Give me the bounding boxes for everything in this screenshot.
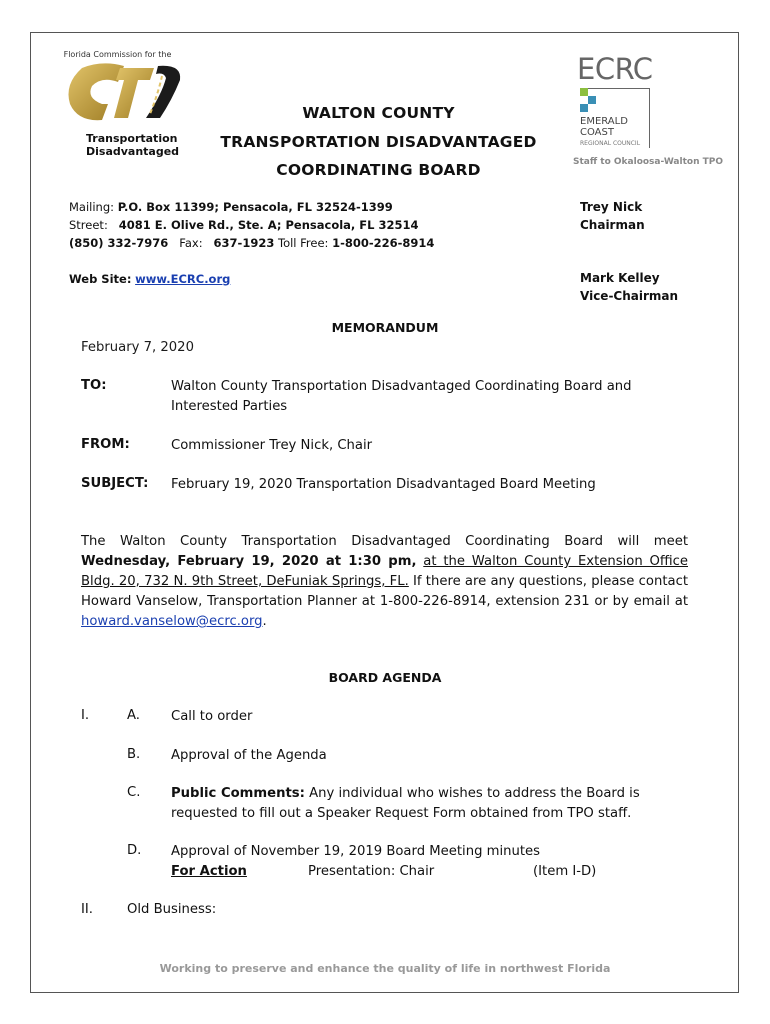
section2-text: Old Business: (127, 902, 217, 917)
street-value: 4081 E. Olive Rd., Ste. A; Pensacola, FL 32514 (118, 218, 419, 232)
item-c-line2: requested to fill out a Speaker Request Form obtained from TPO staff. (171, 806, 632, 821)
phone-value: (850) 332-7976 (69, 236, 169, 250)
memo-date: February 7, 2020 (81, 340, 194, 355)
item-c-text (171, 784, 641, 824)
item-b-text: Approval of the Agenda (171, 748, 327, 763)
memorandum-heading: MEMORANDUM (331, 320, 439, 335)
chair-name: Trey Nick (580, 200, 643, 214)
mailing-line (69, 198, 393, 216)
title-line3: COORDINATING BOARD (276, 161, 481, 179)
item-c-letter: C. (127, 785, 141, 800)
for-action-label: For Action (171, 864, 247, 879)
title-line1: WALTON COUNTY (302, 104, 455, 122)
para-location: at the Walton County Extension Office Bldg. 20, 732 N. 9th Street, DeFuniak Springs, FL. (81, 554, 688, 589)
fax-value: 637-1923 (213, 236, 275, 250)
public-comments-label: Public Comments: (171, 786, 305, 801)
para-start: The Walton County Transportation Disadvantaged Coordinating Board will meet (81, 534, 688, 549)
ctd-logo (62, 60, 190, 156)
to-value (171, 377, 651, 417)
to-line1: Walton County Transportation Disadvantaged Coordinating Board and (171, 379, 632, 394)
item-a-letter: A. (127, 708, 140, 723)
tollfree-label: Toll Free: (278, 236, 329, 250)
fax-label: Fax: (179, 236, 203, 250)
presentation-label: Presentation: Chair (308, 864, 435, 879)
chair-block (580, 198, 645, 234)
memo-paragraph (81, 532, 688, 632)
ecrc-regional: REGIONAL COUNCIL (580, 140, 641, 147)
mailing-value: P.O. Box 11399; Pensacola, FL 32524-1399 (117, 200, 393, 214)
website-link[interactable]: www.ECRC.org (135, 272, 231, 286)
vice-chair-name: Mark Kelley (580, 271, 660, 285)
from-label: FROM: (81, 437, 130, 452)
item-d-line1: Approval of November 19, 2019 Board Meeting minutes (171, 844, 541, 859)
para-contact: If there are any questions, please contact Howard Vanselow, Transportation Planner at 1-800-226-8914, extension 231 or by email at (81, 574, 688, 609)
street-label: Street: (69, 218, 108, 232)
subject-label: SUBJECT: (81, 476, 149, 491)
agenda-heading: BOARD AGENDA (328, 670, 442, 685)
vice-chair-block (580, 269, 678, 305)
ecrc-coast: COAST (580, 127, 614, 138)
ecrc-wordmark: ECRC (577, 52, 653, 86)
mailing-label: Mailing: (69, 200, 115, 214)
street-line (69, 216, 419, 234)
website-line (69, 270, 230, 288)
title-line2: TRANSPORTATION DISADVANTAGED (220, 133, 537, 151)
footer-tagline: Working to preserve and enhance the quality of life in northwest Florida (159, 962, 611, 975)
item-a-text: Call to order (171, 709, 253, 724)
section2-number: II. (81, 902, 93, 917)
phone-line (69, 234, 434, 252)
tollfree-value: 1-800-226-8914 (332, 236, 435, 250)
para-end: . (262, 614, 267, 629)
logo-text-line2: Disadvantaged (86, 145, 180, 158)
website-label: Web Site: (69, 272, 132, 286)
subject-value: February 19, 2020 Transportation Disadvantaged Board Meeting (171, 477, 596, 492)
item-reference: (Item I-D) (533, 864, 597, 879)
staff-line: Staff to Okaloosa-Walton TPO (573, 157, 723, 167)
section1-number: I. (81, 708, 90, 723)
item-d-letter: D. (127, 843, 142, 858)
logo-text-line1: Transportation (86, 132, 178, 145)
para-meeting-time: Wednesday, February 19, 2020 at 1:30 pm, (81, 554, 417, 569)
item-b-letter: B. (127, 747, 141, 762)
item-c-line1: Any individual who wishes to address the Board is (304, 786, 640, 801)
ecrc-emerald: EMERALD (580, 116, 628, 127)
vice-chair-title: Vice-Chairman (580, 289, 679, 303)
item-d-text (171, 842, 641, 882)
to-line2: Interested Parties (171, 399, 288, 414)
chair-title: Chairman (580, 218, 645, 232)
commission-label: Florida Commission for the (63, 50, 172, 59)
ecrc-logo (570, 52, 720, 148)
from-value: Commissioner Trey Nick, Chair (171, 438, 373, 453)
email-link[interactable]: howard.vanselow@ecrc.org (81, 614, 263, 629)
to-label: TO: (81, 378, 107, 393)
